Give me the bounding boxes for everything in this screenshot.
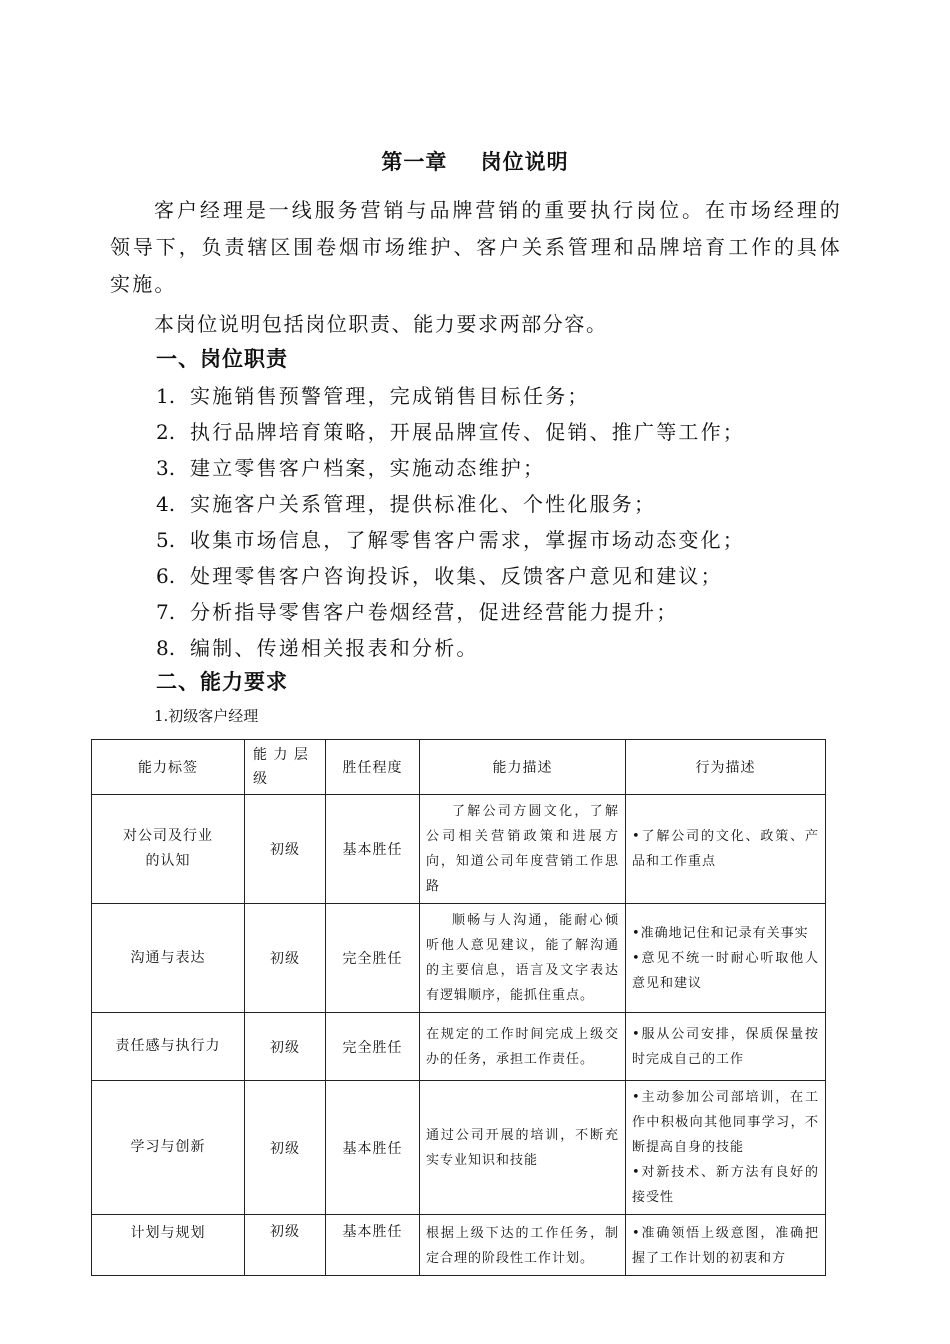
ability-label-cell [92, 1013, 245, 1081]
table-row [92, 904, 826, 1013]
competency-table [91, 739, 826, 1276]
behavior-item: •了解公司的文化、政策、产品和工作重点 [632, 829, 819, 869]
item-text: 建立零售客户档案，实施动态维护； [190, 456, 546, 480]
section-heading-competency: 二、能力要求 [156, 669, 288, 694]
column-header: 胜任程度 [326, 740, 420, 795]
degree-cell: 完全胜任 [326, 1013, 420, 1081]
column-header: 能力描述 [420, 740, 626, 795]
ability-label: 的认知 [145, 853, 191, 869]
ability-label: 沟通与表达 [130, 949, 206, 966]
level-cell: 初级 [245, 795, 326, 904]
ability-label: 学习与创新 [130, 1139, 206, 1155]
behavior-description-cell [626, 904, 826, 1013]
behavior-description-cell [626, 1215, 826, 1276]
ability-label-cell [92, 1215, 245, 1276]
degree-cell: 完全胜任 [326, 904, 420, 1013]
list-item [156, 378, 745, 414]
ability-label: 责任感与执行力 [115, 1038, 221, 1054]
behavior-item: •主动参加公司部培训，在工作中积极向其他同事学习，不断提高自身的技能 [632, 1090, 819, 1155]
level-cell: 初级 [245, 1013, 326, 1081]
list-item [156, 630, 745, 666]
list-item [156, 594, 745, 630]
table-row [92, 795, 826, 904]
ability-label-cell [92, 795, 245, 904]
ability-description-cell: 顺畅与人沟通，能耐心倾听他人意见建议，能了解沟通的主要信息，语言及文字表达有逻辑顺序，能抓住重点。 [420, 904, 626, 1013]
behavior-item: •服从公司安排，保质保量按时完成自己的工作 [632, 1026, 819, 1067]
intro-paragraph: 客户经理是一线服务营销与品牌营销的重要执行岗位。在市场经理的领导下，负责辖区围卷烟市场维护、客户关系管理和品牌培育工作的具体实施。 [110, 198, 842, 296]
behavior-description-cell [626, 1081, 826, 1215]
item-text: 收集市场信息，了解零售客户需求，掌握市场动态变化； [190, 528, 745, 552]
degree-cell: 基本胜任 [326, 1081, 420, 1215]
item-text: 分析指导零售客户卷烟经营，促进经营能力提升； [190, 600, 679, 624]
ability-label: 对公司及行业 [123, 828, 213, 844]
behavior-item: •对新技术、新方法有良好的接受性 [632, 1165, 819, 1205]
item-number: 6. [156, 564, 176, 588]
item-number: 2. [156, 420, 176, 444]
behavior-item: •意见不统一时耐心听取他人意见和建议 [632, 950, 819, 991]
list-item [156, 486, 745, 522]
table-row [92, 1013, 826, 1081]
column-header: 行为描述 [626, 740, 826, 795]
item-number: 5. [156, 528, 176, 552]
behavior-item: •准确地记住和记录有关事实 [632, 925, 809, 941]
item-text: 执行品牌培育策略，开展品牌宣传、促销、推广等工作； [190, 420, 745, 444]
subsection-heading: 1.初级客户经理 [154, 707, 259, 725]
list-item [156, 558, 745, 594]
item-number: 8. [156, 636, 176, 660]
table-row [92, 1081, 826, 1215]
section-heading-duties: 一、岗位职责 [156, 346, 288, 371]
list-item [156, 522, 745, 558]
behavior-description-cell [626, 795, 826, 904]
level-cell: 初级 [245, 904, 326, 1013]
behavior-description-cell [626, 1013, 826, 1081]
item-number: 1. [156, 384, 176, 408]
item-number: 4. [156, 492, 176, 516]
item-text: 实施销售预警管理，完成销售目标任务； [190, 384, 590, 408]
table-header-row [92, 740, 826, 795]
scope-paragraph: 本岗位说明包括岗位职责、能力要求两部分容。 [154, 312, 608, 336]
chapter-title: 第一章 岗位说明 [381, 149, 569, 174]
ability-description-cell: 根据上级下达的工作任务，制定合理的阶段性工作计划。 [420, 1215, 626, 1276]
ability-description-cell: 了解公司方圆文化，了解公司相关营销政策和进展方向，知道公司年度营销工作思路 [420, 795, 626, 904]
item-text: 编制、传递相关报表和分析。 [190, 636, 479, 660]
degree-cell: 基本胜任 [326, 1215, 420, 1276]
level-cell: 初级 [245, 1081, 326, 1215]
table-row [92, 1215, 826, 1276]
item-text: 处理零售客户咨询投诉，收集、反馈客户意见和建议； [190, 564, 723, 588]
item-number: 3. [156, 456, 176, 480]
ability-label: 计划与规划 [130, 1225, 206, 1241]
duties-list [156, 378, 745, 666]
ability-label-cell [92, 904, 245, 1013]
ability-description-cell: 通过公司开展的培训，不断充实专业知识和技能 [420, 1081, 626, 1215]
ability-label-cell [92, 1081, 245, 1215]
behavior-item: •准确领悟上级意图，准确把握了工作计划的初衷和方 [632, 1226, 819, 1266]
column-header: 能 力 层级 [245, 740, 326, 795]
ability-description-cell: 在规定的工作时间完成上级交办的任务，承担工作责任。 [420, 1013, 626, 1081]
level-cell: 初级 [245, 1215, 326, 1276]
degree-cell: 基本胜任 [326, 795, 420, 904]
list-item [156, 450, 745, 486]
column-header: 能力标签 [92, 740, 245, 795]
item-number: 7. [156, 600, 176, 624]
item-text: 实施客户关系管理，提供标准化、个性化服务； [190, 492, 657, 516]
list-item [156, 414, 745, 450]
